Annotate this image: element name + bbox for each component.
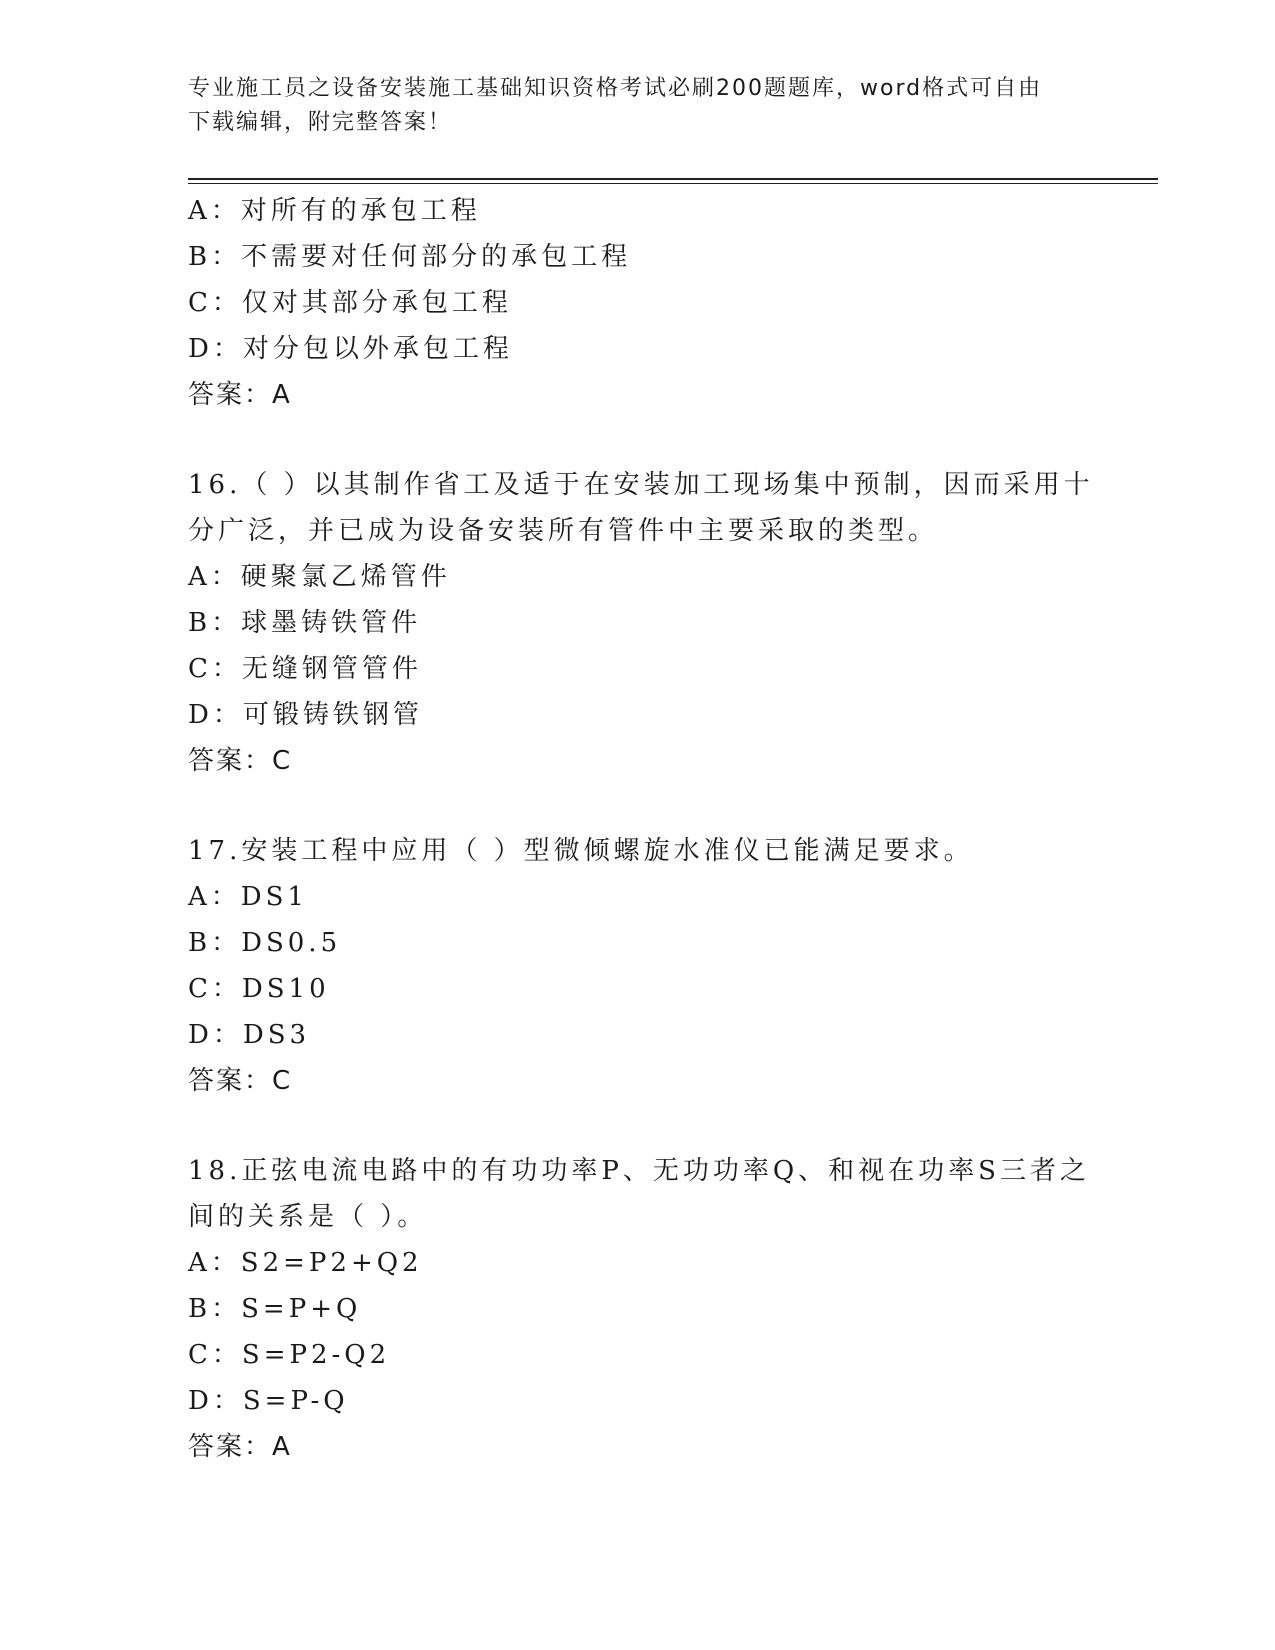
option-a: A：S2=P2+Q2: [188, 1248, 423, 1278]
question-text-line-2: 间的关系是（ ）。: [188, 1202, 428, 1232]
option-c: C：无缝钢管管件: [188, 654, 422, 684]
question-block-17: [188, 828, 1068, 1104]
question-block-15: [188, 188, 1068, 418]
answer-line: 答案：A: [188, 380, 292, 410]
answer-line: 答案：C: [188, 746, 293, 776]
header-line-2: 下载编辑，附完整答案！: [188, 110, 453, 135]
question-text-line-1: 17.安装工程中应用（ ）型微倾螺旋水准仪已能满足要求。: [188, 836, 974, 866]
option-a: A：对所有的承包工程: [188, 196, 481, 226]
option-c: C：DS10: [188, 974, 330, 1004]
header-rule-thin: [188, 183, 1158, 184]
question-text-line-1: 16.（ ）以其制作省工及适于在安装加工现场集中预制，因而采用十: [188, 470, 1094, 500]
option-a: A：硬聚氯乙烯管件: [188, 562, 451, 592]
answer-line: 答案：C: [188, 1066, 293, 1096]
option-b: B：S=P+Q: [188, 1294, 362, 1324]
option-b: B：球墨铸铁管件: [188, 608, 422, 638]
option-c: C：仅对其部分承包工程: [188, 288, 512, 318]
document-header: [188, 72, 1068, 140]
option-d: D：S=P-Q: [188, 1386, 349, 1416]
option-d: D：可锻铸铁钢管: [188, 700, 423, 730]
option-a: A：DS1: [188, 882, 308, 912]
question-block-16: [188, 462, 1094, 784]
option-b: B：DS0.5: [188, 928, 342, 958]
answer-line: 答案：A: [188, 1432, 292, 1462]
option-d: D：DS3: [188, 1020, 311, 1050]
header-rule-thick: [188, 178, 1158, 180]
option-d: D：对分包以外承包工程: [188, 334, 513, 364]
question-block-18: [188, 1148, 1090, 1470]
question-text-line-2: 分广泛，并已成为设备安装所有管件中主要采取的类型。: [188, 516, 939, 546]
option-b: B：不需要对任何部分的承包工程: [188, 242, 632, 272]
option-c: C：S=P2-Q2: [188, 1340, 391, 1370]
header-line-1: 专业施工员之设备安装施工基础知识资格考试必刷200题题库，word格式可自由: [188, 76, 1043, 101]
question-text-line-1: 18.正弦电流电路中的有功功率P、无功功率Q、和视在功率S三者之: [188, 1156, 1090, 1186]
question-content: [188, 188, 1094, 1470]
